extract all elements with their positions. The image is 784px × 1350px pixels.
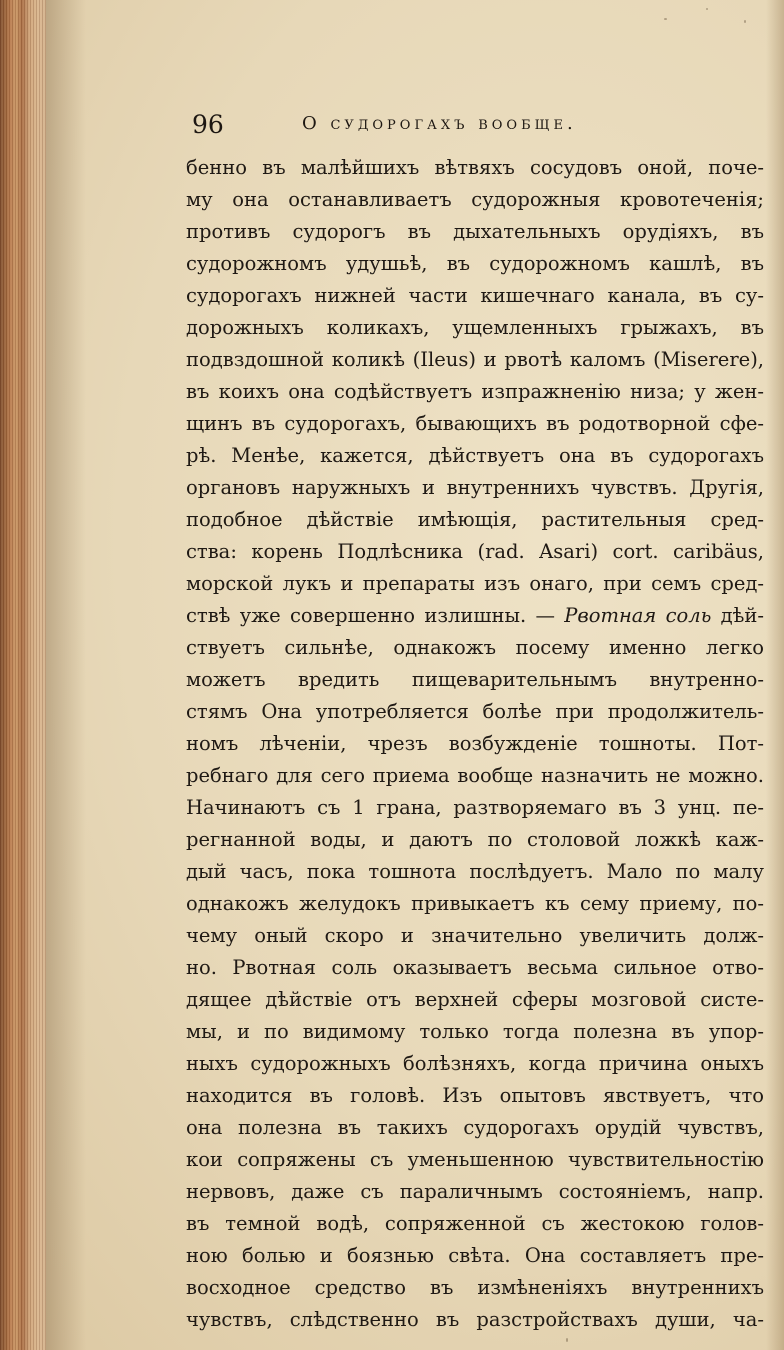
- text-line: стямъ Она употребляется болѣе при продолжитель-: [186, 700, 764, 723]
- text-line: однакожъ желудокъ привыкаетъ къ сему приему, по-: [186, 892, 764, 915]
- text-line: чувствъ, слѣдственно въ разстройствахъ души, ча-: [186, 1308, 764, 1331]
- text-line: въ коихъ она содѣйствуетъ изпражненію низа; у жен-: [186, 380, 764, 403]
- page-number: 96: [192, 110, 224, 139]
- text-line: ною болью и боязнью свѣта. Она составляетъ пре-: [186, 1244, 764, 1267]
- gutter-shadow: [46, 0, 86, 1350]
- text-line: [186, 600, 764, 632]
- text-line: можетъ вредить пищеварительнымъ внутренно-: [186, 668, 764, 691]
- text-line: мы, и по видимому только тогда полезна въ упор-: [186, 1020, 764, 1043]
- text-line: дорожныхъ коликахъ, ущемленныхъ грыжахъ, въ: [186, 316, 764, 339]
- text-line: находится въ головѣ. Изъ опытовъ явствуетъ, что: [186, 1084, 764, 1107]
- text-line: но. Рвотная соль оказываетъ весьма сильное отво-: [186, 956, 764, 979]
- text-line: номъ лѣченіи, чрезъ возбужденіе тошноты. Пот-: [186, 732, 764, 755]
- text-line: подобное дѣйствіе имѣющія, растительныя сред-: [186, 508, 764, 531]
- text-line: кои сопряжены съ уменьшенною чувствительностію: [186, 1148, 764, 1171]
- text-line: дящее дѣйствіе отъ верхней сферы мозговой систе-: [186, 988, 764, 1011]
- text-line: нервовъ, даже съ параличнымъ состояніемъ, напр.: [186, 1180, 764, 1203]
- text-line: рѣ. Менѣе, кажется, дѣйствуетъ она въ судорогахъ: [186, 444, 764, 467]
- text-line: въ темной водѣ, сопряженной съ жестокою голов-: [186, 1212, 764, 1235]
- paper-speck: [566, 1338, 568, 1342]
- paper-speck: [744, 20, 746, 23]
- text-line: щинъ въ судорогахъ, бывающихъ въ родотворной сфе-: [186, 412, 764, 435]
- running-head: О судорогахъ вообще.: [302, 113, 577, 134]
- text-line: ствуетъ сильнѣе, однакожъ посему именно легко: [186, 636, 764, 659]
- text-line: органовъ наружныхъ и внутреннихъ чувствъ. Другія,: [186, 476, 764, 499]
- italic-term: Рвотная соль: [564, 604, 712, 627]
- paper-speck: [664, 18, 667, 20]
- text-line: подвздошной коликѣ (Ileus) и рвотѣ каломъ (Miserere),: [186, 348, 764, 371]
- text-line: судорогахъ нижней части кишечнаго канала, въ су-: [186, 284, 764, 307]
- text-line: бенно въ малѣйшихъ вѣтвяхъ сосудовъ оной, поче-: [186, 156, 764, 179]
- paper-speck: [706, 8, 708, 10]
- page-header: [186, 110, 656, 140]
- text-line: чему оный скоро и значительно увеличить долж-: [186, 924, 764, 947]
- book-binding-edge: [0, 0, 46, 1350]
- body-text: [186, 152, 764, 1336]
- text-line: Начинаютъ съ 1 грана, разтворяемаго въ 3 унц. пе-: [186, 796, 764, 819]
- page-edge-shadow: [766, 0, 784, 1350]
- text-line: она полезна въ такихъ судорогахъ орудій чувствъ,: [186, 1116, 764, 1139]
- text-line: ныхъ судорожныхъ болѣзняхъ, когда причина оныхъ: [186, 1052, 764, 1075]
- text-line: му она останавливаетъ судорожныя кровотеченія;: [186, 188, 764, 211]
- text-segment: дѣй-: [711, 604, 764, 627]
- text-line: восходное средство въ измѣненіяхъ внутреннихъ: [186, 1276, 764, 1299]
- text-line: ства: корень Подлѣсника (rad. Asari) cort. caribäus,: [186, 540, 764, 563]
- text-line: судорожномъ удушьѣ, въ судорожномъ кашлѣ, въ: [186, 252, 764, 275]
- text-line: дый часъ, пока тошнота послѣдуетъ. Мало по малу: [186, 860, 764, 883]
- text-line: ребнаго для сего приема вообще назначить не можно.: [186, 764, 764, 787]
- text-line: морской лукъ и препараты изъ онаго, при семъ сред-: [186, 572, 764, 595]
- text-line: регнанной воды, и даютъ по столовой ложкѣ каж-: [186, 828, 764, 851]
- text-segment: ствѣ уже совершенно излишны. —: [186, 604, 565, 627]
- text-line: противъ судорогъ въ дыхательныхъ орудіяхъ, въ: [186, 220, 764, 243]
